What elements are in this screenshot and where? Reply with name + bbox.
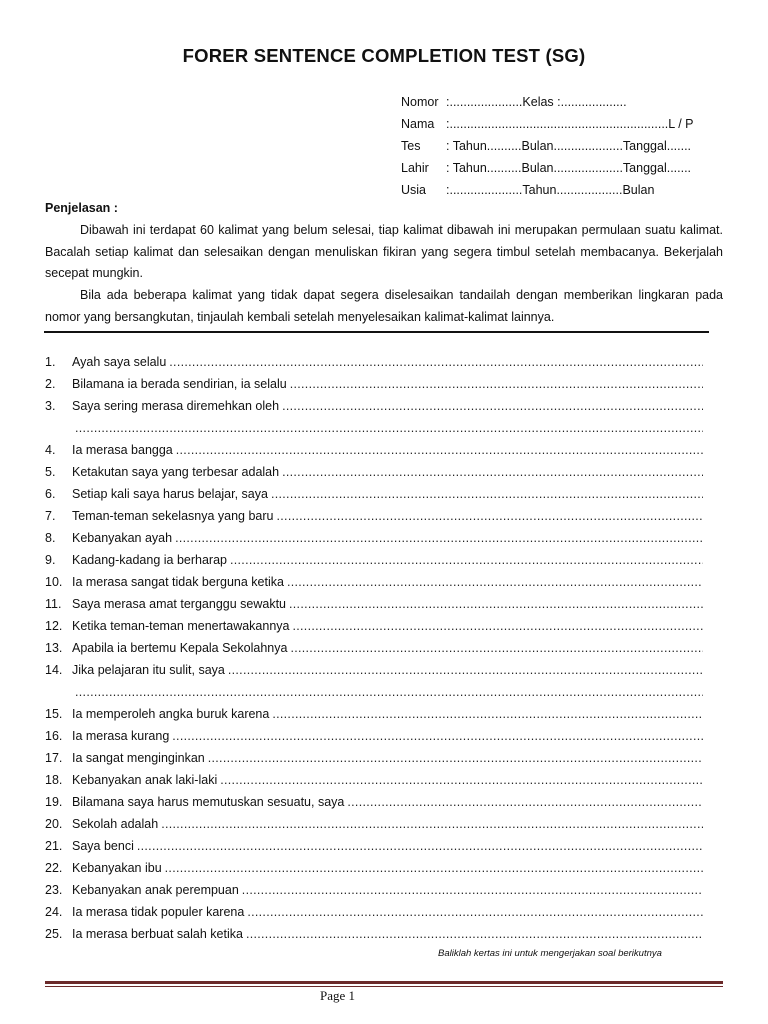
answer-line[interactable] [292,615,703,637]
identity-row-nomor [401,91,694,113]
answer-line[interactable] [289,593,703,615]
item-stem: Teman-teman sekelasnya yang baru [72,509,274,523]
sentence-item[interactable] [45,923,703,945]
answer-line[interactable] [220,769,703,791]
item-number: 6. [45,487,56,501]
item-number: 9. [45,553,56,567]
identity-value: : Tahun..........Bulan....................Tanggal....... [446,161,692,175]
answer-line[interactable] [228,659,703,681]
item-number: 2. [45,377,56,391]
item-number: 17. [45,751,63,765]
sentence-item[interactable] [45,593,703,615]
sentence-item[interactable] [45,505,703,527]
sentence-item[interactable] [45,791,703,813]
identity-label: Usia [401,183,427,197]
sentence-item[interactable] [45,549,703,571]
sentence-item[interactable] [45,725,703,747]
item-stem: Jika pelajaran itu sulit, saya [72,663,225,677]
sentence-item[interactable] [45,527,703,549]
item-number: 11. [45,597,62,611]
item-stem: Ia merasa bangga [72,443,173,457]
item-stem: Saya benci [72,839,134,853]
identity-value: : Tahun..........Bulan....................Tanggal....... [446,139,692,153]
answer-line[interactable] [242,879,703,901]
answer-line[interactable] [175,527,703,549]
sentence-item[interactable] [45,857,703,879]
page-number: Page 1 [320,988,356,1003]
answer-line[interactable] [347,791,703,813]
identity-label: Tes [401,139,421,153]
instructions-paragraph-2: Bila ada beberapa kalimat yang tidak dapat segera diselesaikan tandailah dengan memberikan lingkaran pada nomor yang bersangkutan, tinjaulah kembali setelah menyelesaikan kalimat-kalimat lainnya. [45,288,723,324]
item-stem: Ayah saya selalu [72,355,167,369]
sentence-item[interactable] [45,461,703,483]
item-stem: Kebanyakan anak laki-laki [72,773,218,787]
item-number: 5. [45,465,56,479]
identity-value: :.....................Kelas :................... [446,95,627,109]
item-stem: Ia memperoleh angka buruk karena [72,707,270,721]
item-number: 23. [45,883,63,897]
answer-line[interactable] [208,747,703,769]
identity-label: Nomor [401,95,439,109]
item-number: 14. [45,663,63,677]
identity-row-usia [401,179,694,201]
item-stem: Ketika teman-teman menertawakannya [72,619,290,633]
continuation-line[interactable] [45,681,703,703]
answer-line[interactable] [272,703,703,725]
item-stem: Kebanyakan ibu [72,861,162,875]
item-stem: Apabila ia bertemu Kepala Sekolahnya [72,641,288,655]
item-number: 15. [45,707,63,721]
item-stem: Kebanyakan anak perempuan [72,883,239,897]
sentence-item[interactable] [45,483,703,505]
answer-line[interactable] [169,351,703,373]
item-number: 24. [45,905,63,919]
item-stem: Ia sangat menginginkan [72,751,205,765]
item-stem: Ia merasa kurang [72,729,170,743]
answer-line[interactable] [271,483,703,505]
turn-page-note: Baliklah kertas ini untuk mengerjakan soal berikutnya [438,948,662,959]
item-stem: Sekolah adalah [72,817,159,831]
continuation-line[interactable] [45,417,703,439]
sentence-item[interactable] [45,813,703,835]
sentence-list [45,351,703,945]
answer-line[interactable] [246,923,703,945]
item-stem: Saya sering merasa diremehkan oleh [72,399,280,413]
item-number: 21. [45,839,63,853]
answer-line[interactable] [176,439,703,461]
instructions-heading: Penjelasan : [45,201,118,215]
item-number: 16. [45,729,63,743]
item-stem: Ia merasa sangat tidak berguna ketika [72,575,284,589]
answer-line[interactable] [137,835,703,857]
item-stem: Bilamana saya harus memutuskan sesuatu, saya [72,795,345,809]
answer-line[interactable] [277,505,703,527]
item-number: 13. [45,641,63,655]
instructions-paragraph-1: Dibawah ini terdapat 60 kalimat yang belum selesai, tiap kalimat dibawah ini merupakan permulaan suatu kalimat. Bacalah setiap kalimat dan selesaikan dengan menuliskan fikiran yang segera timbul setelah membacanya. Bekerjalah secepat mungkin. [45,223,723,280]
sentence-item[interactable] [45,901,703,923]
answer-line[interactable] [230,549,703,571]
sentence-item[interactable] [45,615,703,637]
item-stem: Bilamana ia berada sendirian, ia selalu [72,377,287,391]
item-number: 19. [45,795,63,809]
identity-value: :...............................................................L / P [446,117,694,131]
item-number: 8. [45,531,56,545]
answer-line[interactable] [161,813,703,835]
sentence-item[interactable] [45,659,703,681]
sentence-item[interactable] [45,351,703,373]
sentence-item[interactable] [45,439,703,461]
identity-label: Lahir [401,161,429,175]
sentence-item[interactable] [45,395,703,417]
identity-row-lahir [401,157,694,179]
footer-rule-thick [45,981,723,984]
item-stem: Kebanyakan ayah [72,531,173,545]
item-stem: Ia merasa tidak populer karena [72,905,245,919]
answer-line[interactable] [290,637,703,659]
footer-rule-thin [45,986,723,987]
item-number: 22. [45,861,63,875]
answer-line[interactable] [247,901,703,923]
sentence-item[interactable] [45,571,703,593]
item-number: 1. [45,355,56,369]
item-number: 18. [45,773,63,787]
identity-value: :.....................Tahun...................Bulan [446,183,655,197]
item-number: 25. [45,927,63,941]
answer-line[interactable] [75,681,703,703]
answer-line[interactable] [75,417,703,439]
sentence-item[interactable] [45,879,703,901]
item-number: 4. [45,443,56,457]
answer-line[interactable] [282,395,703,417]
item-number: 7. [45,509,56,523]
answer-line[interactable] [287,571,703,593]
answer-line[interactable] [282,461,703,483]
answer-line[interactable] [290,373,703,395]
item-stem: Ketakutan saya yang terbesar adalah [72,465,280,479]
sentence-item[interactable] [45,703,703,725]
answer-line[interactable] [172,725,703,747]
identity-label: Nama [401,117,435,131]
item-number: 20. [45,817,63,831]
item-number: 3. [45,399,56,413]
item-stem: Kadang-kadang ia berharap [72,553,227,567]
item-stem: Setiap kali saya harus belajar, saya [72,487,268,501]
sentence-item[interactable] [45,373,703,395]
identity-row-tes [401,135,694,157]
item-number: 10. [45,575,63,589]
sentence-item[interactable] [45,747,703,769]
answer-line[interactable] [165,857,703,879]
sentence-item[interactable] [45,637,703,659]
identity-row-nama [401,113,694,135]
sentence-item[interactable] [45,769,703,791]
identity-block [401,91,694,201]
sentence-item[interactable] [45,835,703,857]
item-number: 12. [45,619,63,633]
section-divider [44,331,709,333]
item-stem: Saya merasa amat terganggu sewaktu [72,597,287,611]
page-title: FORER SENTENCE COMPLETION TEST (SG) [182,45,586,66]
item-stem: Ia merasa berbuat salah ketika [72,927,243,941]
